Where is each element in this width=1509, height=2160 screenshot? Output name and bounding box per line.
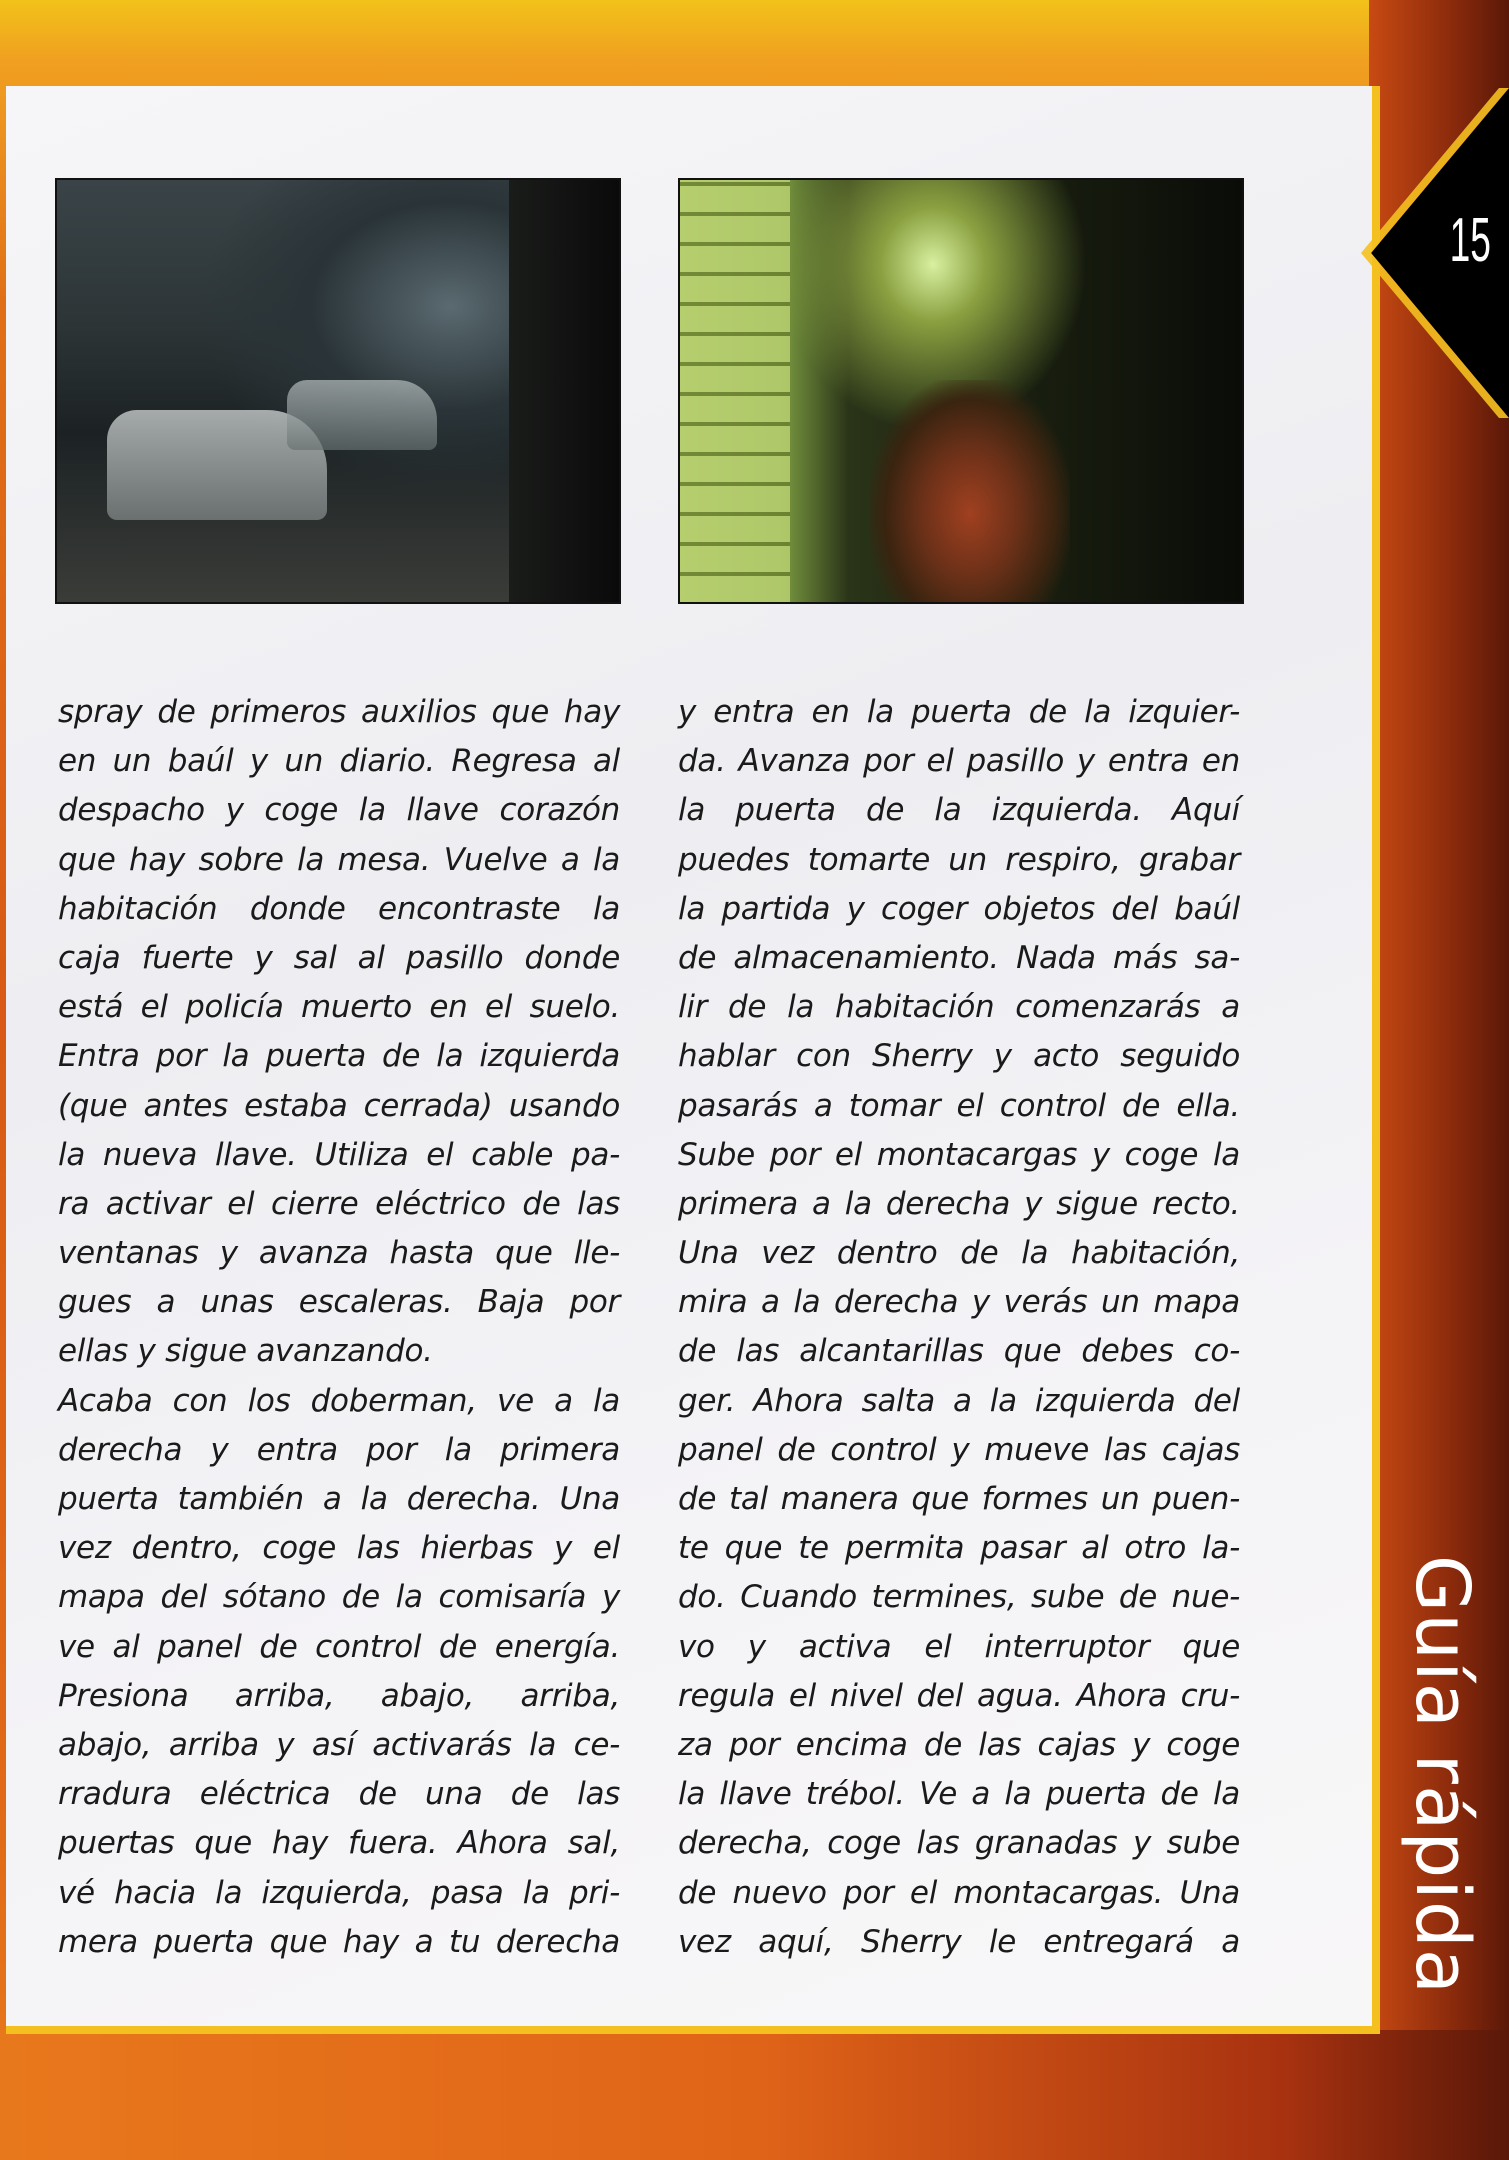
text-line: lir de la habitación comenzarás a xyxy=(678,989,1240,1026)
text-line: de almacenamiento. Nada más sa- xyxy=(678,939,1240,976)
text-column-right xyxy=(678,688,1240,1967)
text-line: derecha, coge las granadas y sube xyxy=(678,1825,1240,1862)
text-line: ventanas y avanza hasta que lle- xyxy=(58,1235,620,1272)
screenshot-police-station-garage xyxy=(55,178,621,604)
text-line: te que te permita pasar al otro la- xyxy=(678,1530,1240,1567)
page-number: 15 xyxy=(1449,206,1491,275)
text-line: despacho y coge la llave corazón xyxy=(58,792,620,829)
text-line: rradura eléctrica de una de las xyxy=(58,1776,620,1813)
text-line: ger. Ahora salta a la izquierda del xyxy=(678,1382,1240,1419)
text-line: vez aquí, Sherry le entregará a xyxy=(678,1923,1240,1960)
text-line: la llave trébol. Ve a la puerta de la xyxy=(678,1776,1240,1813)
text-line: la partida y coger objetos del baúl xyxy=(678,890,1240,927)
text-line: puerta también a la derecha. Una xyxy=(58,1481,620,1517)
text-line: está el policía muerto en el suelo. xyxy=(58,989,620,1026)
screenshot-sewer-corridor xyxy=(678,178,1244,604)
creature-shape xyxy=(870,380,1070,602)
text-line: za por encima de las cajas y coge xyxy=(678,1726,1240,1763)
text-line: de nuevo por el montacargas. Una xyxy=(678,1874,1240,1911)
text-line: Presiona arriba, abajo, arriba, xyxy=(58,1677,620,1714)
text-line: ra activar el cierre eléctrico de las xyxy=(58,1185,620,1222)
text-line: de las alcantarillas que debes co- xyxy=(678,1333,1240,1370)
text-line: da. Avanza por el pasillo y entra en xyxy=(678,743,1240,780)
brick-wall-shape xyxy=(680,180,790,602)
text-line: panel de control y mueve las cajas xyxy=(678,1431,1240,1468)
text-line: mapa del sótano de la comisaría y xyxy=(58,1579,620,1616)
text-line: y entra en la puerta de la izquier- xyxy=(678,694,1240,730)
text-line: que hay sobre la mesa. Vuelve a la xyxy=(58,841,620,878)
text-column-left xyxy=(58,688,620,1967)
text-line: vez dentro, coge las hierbas y el xyxy=(58,1530,620,1567)
text-line: hablar con Sherry y acto seguido xyxy=(678,1038,1240,1075)
text-line: pasarás a tomar el control de ella. xyxy=(678,1087,1240,1124)
text-line: do. Cuando termines, sube de nue- xyxy=(678,1579,1240,1616)
text-line: derecha y entra por la primera xyxy=(58,1431,620,1468)
text-line: vé hacia la izquierda, pasa la pri- xyxy=(58,1874,620,1911)
text-line: Entra por la puerta de la izquierda xyxy=(58,1038,620,1075)
text-line: spray de primeros auxilios que hay xyxy=(58,694,620,730)
text-line: en un baúl y un diario. Regresa al xyxy=(58,743,620,780)
text-line: ve al panel de control de energía. xyxy=(58,1628,620,1665)
text-line: mira a la derecha y verás un mapa xyxy=(678,1284,1240,1321)
text-line: la nueva llave. Utiliza el cable pa- xyxy=(58,1136,620,1173)
text-line: Sube por el montacargas y coge la xyxy=(678,1136,1240,1173)
wall-shape xyxy=(509,180,619,602)
text-line: caja fuerte y sal al pasillo donde xyxy=(58,939,620,976)
text-line: primera a la derecha y sigue recto. xyxy=(678,1185,1240,1222)
text-line: habitación donde encontraste la xyxy=(58,890,620,927)
text-line: (que antes estaba cerrada) usando xyxy=(58,1087,620,1124)
text-line: puertas que hay fuera. Ahora sal, xyxy=(58,1825,620,1862)
text-line: abajo, arriba y así activarás la ce- xyxy=(58,1726,620,1763)
page-background-bottom xyxy=(0,2030,1509,2160)
section-title-vertical: Guía rápida xyxy=(1399,1554,1485,1996)
police-car-shape xyxy=(287,380,437,450)
text-line: mera puerta que hay a tu derecha xyxy=(58,1923,620,1960)
text-line: de tal manera que formes un puen- xyxy=(678,1481,1240,1517)
text-line: vo y activa el interruptor que xyxy=(678,1628,1240,1665)
text-line: regula el nivel del agua. Ahora cru- xyxy=(678,1677,1240,1714)
text-line: ellas y sigue avanzando. xyxy=(58,1333,433,1370)
text-line: puedes tomarte un respiro, grabar xyxy=(678,841,1240,878)
text-line: la puerta de la izquierda. Aquí xyxy=(678,792,1240,829)
text-line: gues a unas escaleras. Baja por xyxy=(58,1284,620,1321)
text-line: Una vez dentro de la habitación, xyxy=(678,1235,1240,1272)
text-line: Acaba con los doberman, ve a la xyxy=(58,1382,620,1419)
